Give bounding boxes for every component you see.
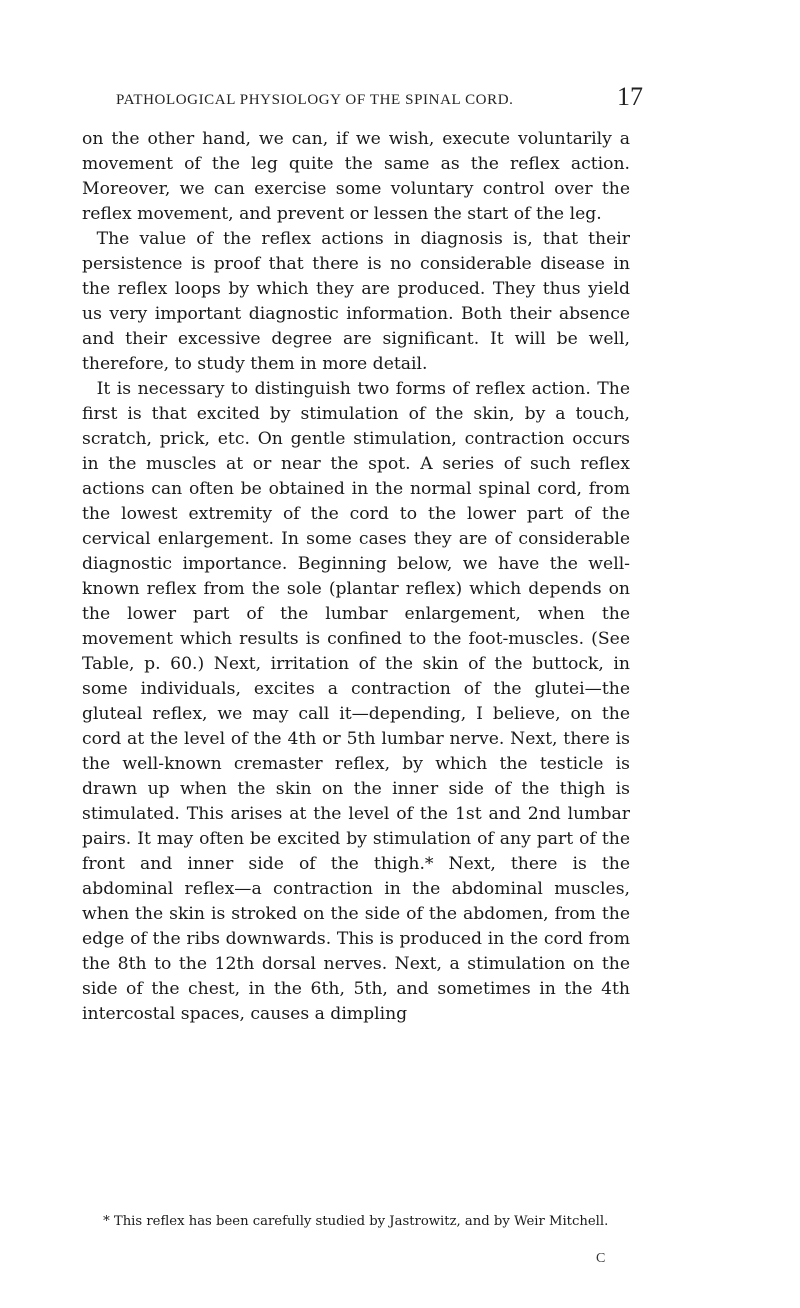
body-text (82, 127, 630, 1027)
paragraph-1: on the other hand, we can, if we wish, execute voluntarily a movement of the leg quite the same as the reflex action. Moreover, we can exercise some voluntary control over the reflex movement, and prevent or lessen the start of the leg. (82, 129, 630, 224)
paragraph-3: It is necessary to distinguish two forms of reflex action. The first is that excited by stimulation of the skin, by a touch, scratch, prick, etc. On gentle stimulation, contraction occurs in the muscles at or near the spot. A series of such reflex actions can often be obtained in the normal spinal cord, from the lowest extremity of the cord to the lower part of the cervical enlargement. In some cases they are of considerable diagnostic importance. Beginning below, we have the well-known reflex from the sole (plantar reflex) which depends on the lower part of the lumbar enlargement, when the movement which results is confined to the foot-muscles. (See Table, p. 60.) Next, irritation of the skin of the buttock, in some individuals, excites a contraction of the glutei—the gluteal reflex, we may call it—depending, I believe, on the cord at the level of the 4th or 5th lumbar nerve. Next, there is the well-known cremaster reflex, by which the testicle is drawn up when the skin on the inner side of the thigh is stimulated. This arises at the level of the 1st and 2nd lumbar pairs. It may often be excited by stimulation of any part of the front and inner side of the thigh.* Next, there is the abdominal reflex—a contraction in the abdominal muscles, when the skin is stroked on the side of the abdomen, from the edge of the ribs downwards. This is produced in the cord from the 8th to the 12th dorsal nerves. Next, a stimulation on the side of the chest, in the 6th, 5th, and sometimes in the 4th intercostal spaces, causes a dimpling (82, 379, 630, 1024)
page-number: 17 (617, 82, 643, 111)
signature-mark: C (596, 1251, 606, 1266)
paragraph-2: The value of the reflex actions in diagnosis is, that their persistence is proof that there is no considerable disease in the reflex loops by which they are produced. They thus yield us very important diagnostic information. Both their absence and their excessive degree are significant. It will be well, therefore, to study them in more detail. (82, 229, 630, 374)
footnote: * This reflex has been carefully studied by Jastrowitz, and by Weir Mitchell. (103, 1214, 609, 1229)
running-head: PATHOLOGICAL PHYSIOLOGY OF THE SPINAL CORD. (116, 92, 514, 108)
